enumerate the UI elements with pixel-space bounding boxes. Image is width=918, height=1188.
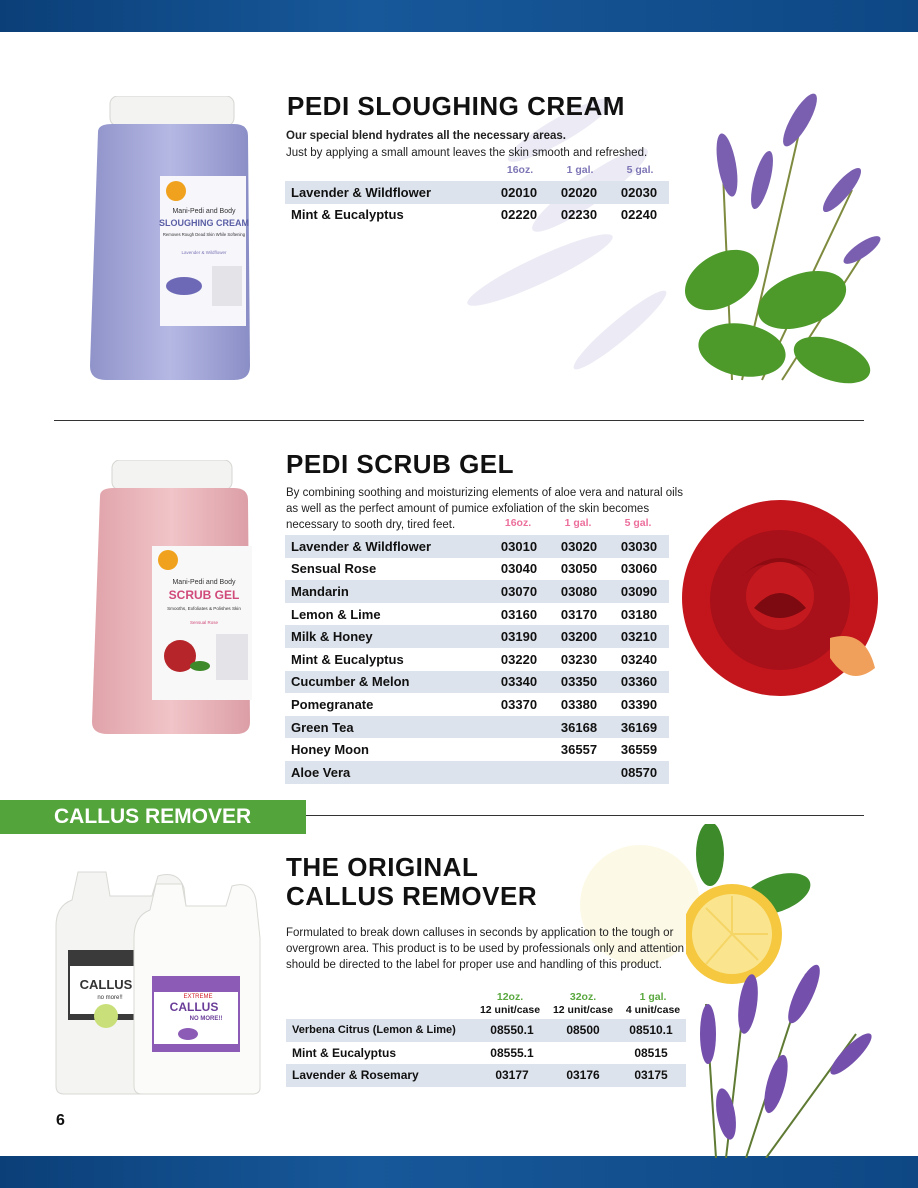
item-code: 03175 <box>616 1064 686 1087</box>
table-row <box>285 580 669 603</box>
jar-label-line4: Sensual Rose <box>189 620 219 625</box>
callus-title-line2: CALLUS REMOVER <box>286 881 538 911</box>
scrub-gel-jar <box>88 460 256 736</box>
callus-header-pack: 12 unit/case <box>479 1004 541 1016</box>
product-name: Cucumber & Melon <box>285 671 489 694</box>
sloughing-body: Just by applying a small amount leaves the skin smooth and refreshed. <box>286 147 648 159</box>
item-code: 03160 <box>500 606 538 622</box>
product-name: Pomegranate <box>291 696 374 712</box>
scrub-table <box>285 535 669 784</box>
product-name: Mandarin <box>285 580 489 603</box>
item-code: 03230 <box>560 651 598 667</box>
product-name: Milk & Honey <box>285 625 489 648</box>
item-code: 03390 <box>620 696 658 712</box>
bottom-band <box>0 1156 918 1188</box>
callus-header-1gal <box>618 991 688 1017</box>
table-row <box>286 1042 686 1065</box>
lemon-lavender-photo <box>686 824 882 1158</box>
item-code: 03350 <box>549 671 609 694</box>
item-code: 02010 <box>489 181 549 204</box>
bottle-right-line1: EXTREME <box>183 994 213 1000</box>
callus-header-size: 1 gal. <box>639 991 667 1003</box>
item-code: 02230 <box>560 207 598 223</box>
table-row <box>285 648 669 671</box>
item-code: 03210 <box>609 625 669 648</box>
scrub-body: By combining soothing and moisturizing elements of aloe vera and natural oils as well as the perfect amount of pumice exfoliation of the skin becomes necessary to sooth dry, tired feet. <box>286 487 683 531</box>
section-divider <box>306 815 864 816</box>
table-row <box>285 204 669 227</box>
item-code: 03220 <box>500 651 538 667</box>
item-code <box>489 761 549 784</box>
top-band <box>0 0 918 32</box>
callus-header-pack: 12 unit/case <box>552 1004 614 1016</box>
item-code: 03200 <box>549 625 609 648</box>
item-code: 08515 <box>634 1045 668 1060</box>
item-code: 03010 <box>489 535 549 558</box>
table-row <box>285 625 669 648</box>
sloughing-cream-jar <box>84 96 256 382</box>
table-row <box>286 1019 686 1042</box>
sloughing-header-5gal: 5 gal. <box>626 164 654 176</box>
callus-remover-bottles <box>48 866 262 1096</box>
product-name: Lavender & Rosemary <box>286 1064 474 1087</box>
callus-body: Formulated to break down calluses in seconds by application to the tough or overgrown area. This product is to be used by professionals only and attention should be directed to the label for proper use and handling of this product. <box>286 927 685 971</box>
item-code: 36559 <box>620 742 658 758</box>
product-name: Green Tea <box>285 716 489 739</box>
product-name: Lavender & Wildflower <box>285 181 489 204</box>
item-code: 08500 <box>550 1019 616 1042</box>
item-code: 03030 <box>609 535 669 558</box>
bottle-left-line2: no more!! <box>97 995 123 1001</box>
jar-label-line2: SCRUB GEL <box>168 588 240 602</box>
item-code: 36169 <box>609 716 669 739</box>
callus-header-size: 12oz. <box>496 991 524 1003</box>
item-code <box>489 716 549 739</box>
item-code: 03370 <box>500 696 538 712</box>
callus-header-32oz <box>548 991 618 1017</box>
product-name: Mint & Eucalyptus <box>291 651 404 667</box>
section-tag: CALLUS REMOVER <box>0 800 306 834</box>
product-name: Lemon & Lime <box>291 606 381 622</box>
table-row <box>285 738 669 761</box>
product-name: Verbena Citrus (Lemon & Lime) <box>286 1019 474 1042</box>
product-name: Aloe Vera <box>285 761 489 784</box>
callus-header-12oz <box>472 991 548 1017</box>
table-row <box>285 558 669 581</box>
item-code: 36557 <box>560 742 598 758</box>
jar-label-line3: Smooths, Exfoliates & Polishes Skin <box>167 606 241 611</box>
page-number: 6 <box>56 1112 65 1129</box>
table-row <box>285 671 669 694</box>
item-code: 03380 <box>560 696 598 712</box>
sloughing-header-16oz: 16oz. <box>506 164 534 176</box>
callus-header-size: 32oz. <box>569 991 597 1003</box>
item-code: 02020 <box>549 181 609 204</box>
table-row <box>285 716 669 739</box>
table-row <box>286 1064 686 1087</box>
sloughing-table <box>285 181 669 226</box>
jar-label-line2: SLOUGHING CREAM <box>159 218 249 228</box>
table-row <box>285 603 669 626</box>
item-code: 03176 <box>550 1064 616 1087</box>
callus-table <box>286 1019 686 1087</box>
item-code: 03050 <box>560 561 598 577</box>
red-rose-photo <box>680 478 880 718</box>
item-code: 02220 <box>500 207 538 223</box>
item-code <box>549 761 609 784</box>
item-code: 08550.1 <box>474 1019 550 1042</box>
scrub-header-1gal: 1 gal. <box>564 517 592 529</box>
callus-header-pack: 4 unit/case <box>625 1004 681 1016</box>
item-code: 03240 <box>620 651 658 667</box>
product-name: Mint & Eucalyptus <box>291 207 404 223</box>
item-code <box>489 738 549 761</box>
jar-label-line3: Removes Rough Dead Skin While Softening <box>162 232 246 237</box>
item-code: 02030 <box>609 181 669 204</box>
scrub-header-16oz: 16oz. <box>504 517 532 529</box>
bottle-right-line2: CALLUS <box>169 1000 219 1014</box>
item-code: 03360 <box>609 671 669 694</box>
item-code: 03020 <box>549 535 609 558</box>
table-row <box>285 693 669 716</box>
jar-label-line1: Mani-Pedi and Body <box>172 579 236 586</box>
item-code: 03040 <box>500 561 538 577</box>
item-code: 03180 <box>620 606 658 622</box>
item-code: 03080 <box>549 580 609 603</box>
item-code: 36168 <box>549 716 609 739</box>
item-code: 08510.1 <box>616 1019 686 1042</box>
item-code: 03340 <box>489 671 549 694</box>
table-row <box>285 535 669 558</box>
product-name: Mint & Eucalyptus <box>292 1045 397 1060</box>
item-code: 03070 <box>489 580 549 603</box>
bottle-right-line3: NO MORE!! <box>189 1016 223 1022</box>
jar-label-line1: Mani-Pedi and Body <box>172 208 236 215</box>
item-code: 03060 <box>620 561 658 577</box>
table-row <box>285 761 669 784</box>
sloughing-title: PEDI SLOUGHING CREAM <box>287 91 625 121</box>
item-code: 03170 <box>560 606 598 622</box>
bottle-left-line1: CALLUS <box>79 977 133 992</box>
lavender-mint-photo <box>682 80 882 392</box>
jar-label-line4: Lavender & Wildflower <box>181 250 227 255</box>
item-code: 08555.1 <box>490 1045 534 1060</box>
item-code: 08570 <box>609 761 669 784</box>
product-name: Honey Moon <box>291 742 369 758</box>
product-name: Lavender & Wildflower <box>285 535 489 558</box>
callus-title-line1: THE ORIGINAL <box>286 852 479 882</box>
item-code: 03090 <box>609 580 669 603</box>
item-code <box>550 1042 616 1065</box>
product-name: Sensual Rose <box>291 561 377 577</box>
item-code: 02240 <box>620 207 658 223</box>
item-code: 03177 <box>474 1064 550 1087</box>
section-divider <box>54 420 864 421</box>
sloughing-header-1gal: 1 gal. <box>566 164 594 176</box>
sloughing-lead: Our special blend hydrates all the necessary areas. <box>286 130 566 142</box>
scrub-title: PEDI SCRUB GEL <box>286 449 515 479</box>
table-row <box>285 181 669 204</box>
scrub-header-5gal: 5 gal. <box>624 517 652 529</box>
item-code: 03190 <box>489 625 549 648</box>
